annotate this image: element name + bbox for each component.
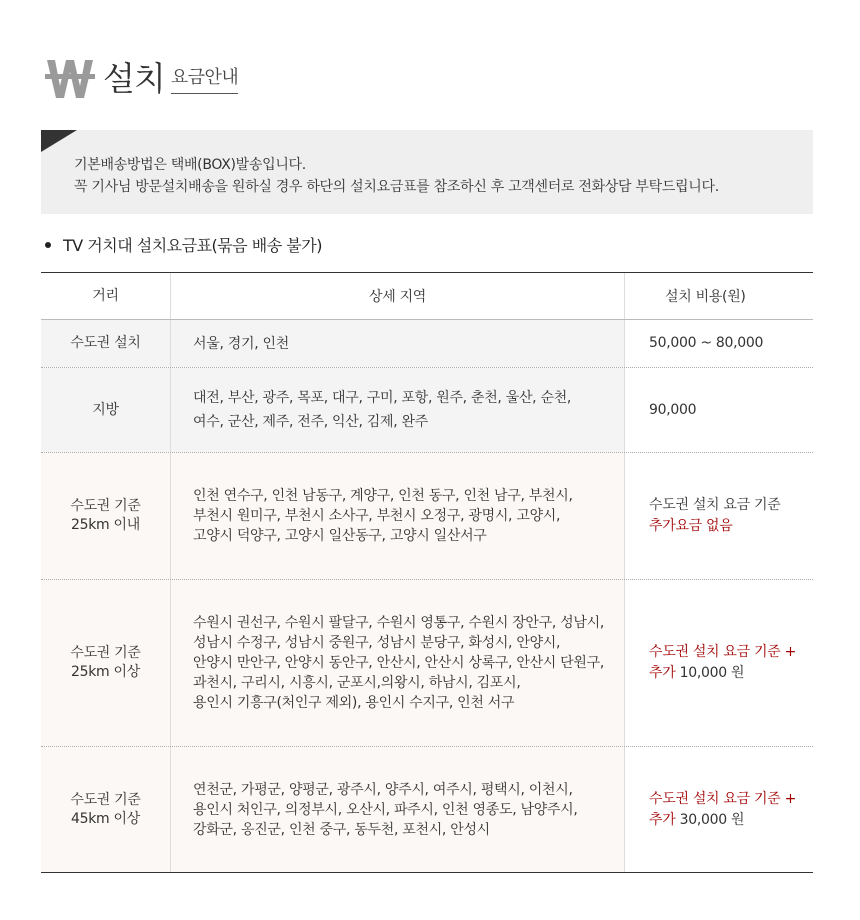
distance-cell: 수도권 기준 45km 이상	[41, 747, 171, 872]
page-subtitle: 요금안내	[171, 63, 239, 94]
cost-cell: 수도권 설치 요금 기준 + 추가 30,000 원	[625, 747, 813, 872]
region-cell: 서울, 경기, 인천	[171, 320, 625, 367]
distance-cell: 수도권 기준 25km 이상	[41, 580, 171, 746]
distance-cell: 수도권 설치	[41, 320, 171, 367]
table-row	[41, 747, 813, 872]
section-heading	[45, 233, 322, 256]
region-cell: 연천군, 가평군, 양평군, 광주시, 양주시, 여주시, 평택시, 이천시, 용인시 처인구, 의정부시, 오산시, 파주시, 인천 영종도, 남양주시, 강화군, 옹진군, 인천 중구, 동두천, 포천시, 안성시	[171, 747, 625, 872]
extra-fee-label: 추가	[649, 811, 676, 828]
table-row	[41, 320, 813, 368]
notice-line: 꼭 기사님 방문설치배송을 원하실 경우 하단의 설치요금표를 참조하신 후 고객센터로 전화상담 부탁드립니다.	[74, 179, 719, 195]
extra-fee-label: 추가	[649, 665, 676, 681]
distance-cell: 지방	[41, 368, 171, 452]
column-header: 설치 비용(원)	[625, 273, 813, 319]
page-title: 설치	[103, 59, 165, 98]
region-cell: 수원시 권선구, 수원시 팔달구, 수원시 영통구, 수원시 장안구, 성남시, 성남시 수정구, 성남시 중원구, 성남시 분당구, 화성시, 안양시, 안양시 만안구, 안양시 동안구, 안산시, 안산시 상록구, 안산시 단원구, 과천시, 구리시, 시흥시, 군포시,의왕시, 하남시, 김포시, 용인시 기흥구(처인구 제외), 용인시 수지구, 인천 서구	[171, 580, 625, 746]
section-title: TV 거치대 설치요금표(묶음 배송 불가)	[63, 236, 322, 255]
fee-table	[41, 272, 813, 873]
cost-cell: 수도권 설치 요금 기준 + 추가 10,000 원	[625, 580, 813, 746]
page-header	[45, 56, 238, 100]
won-sign-icon	[45, 58, 95, 100]
table-row	[41, 453, 813, 580]
cost-cell: 50,000 ~ 80,000	[625, 320, 813, 367]
distance-cell: 수도권 기준 25km 이내	[41, 453, 171, 579]
extra-fee-amount: 10,000 원	[679, 665, 745, 681]
cost-cell: 수도권 설치 요금 기준 추가요금 없음	[625, 453, 813, 579]
corner-decoration	[41, 130, 77, 152]
extra-fee-label: 추가요금 없음	[649, 518, 733, 534]
cost-cell: 90,000	[625, 368, 813, 452]
table-header-row	[41, 273, 813, 320]
bullet-icon	[45, 242, 51, 248]
region-cell: 인천 연수구, 인천 남동구, 계양구, 인천 동구, 인천 남구, 부천시, 부천시 원미구, 부천시 소사구, 부천시 오정구, 광명시, 고양시, 고양시 덕양구, 고양시 일산동구, 고양시 일산서구	[171, 453, 625, 579]
extra-fee-amount: 30,000 원	[679, 811, 745, 828]
column-header: 상세 지역	[171, 273, 625, 319]
notice-line: 기본배송방법은 택배(BOX)발송입니다.	[74, 157, 306, 173]
table-row	[41, 580, 813, 747]
notice-box	[41, 130, 813, 214]
region-cell: 대전, 부산, 광주, 목포, 대구, 구미, 포항, 원주, 춘천, 울산, 순천, 여수, 군산, 제주, 전주, 익산, 김제, 완주	[171, 368, 625, 452]
table-row	[41, 368, 813, 453]
column-header: 거리	[41, 273, 171, 319]
